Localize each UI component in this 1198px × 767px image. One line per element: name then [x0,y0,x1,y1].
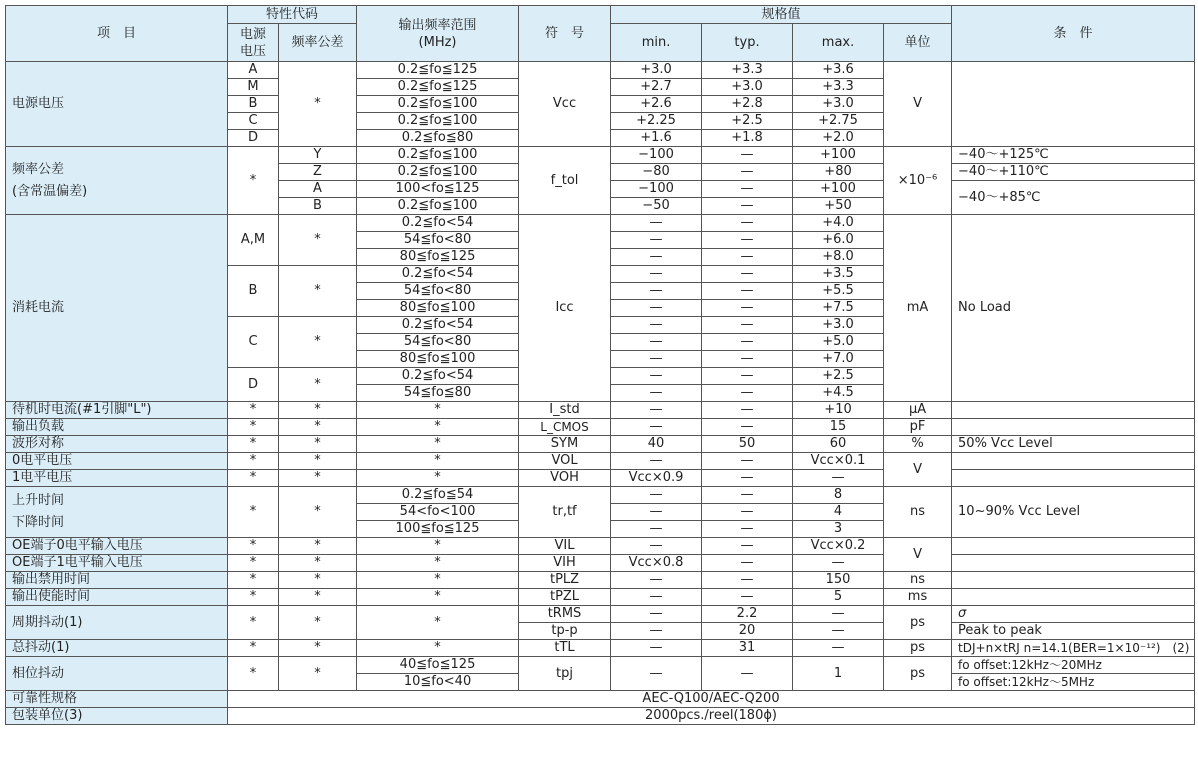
cell: * [357,538,519,555]
cell: tTL [519,640,611,657]
cell: 0.2≦fo<54 [357,215,519,232]
cell: +100 [793,147,884,164]
cell: +2.5 [793,368,884,385]
cell: −40～+125℃ [952,147,1195,164]
cell: +2.75 [793,113,884,130]
row-label-sym: 波形对称 [6,436,228,453]
cell: Peak to peak [952,623,1195,640]
cell: ps [884,657,952,691]
cell: — [702,215,793,232]
cell: +10 [793,402,884,419]
cell: — [611,266,702,283]
cell: — [611,402,702,419]
cell: 54<fo<100 [357,504,519,521]
row-label-vol: 0电平电压 [6,453,228,470]
cell: 0.2≦fo<54 [357,368,519,385]
label-line: 频率公差 [12,161,65,177]
cell: — [611,572,702,589]
cell: tDJ+n×tRJ n=14.1(BER=1×10⁻¹²) (2) [952,640,1195,657]
cell: 5 [793,589,884,606]
cell: Vcc×0.9 [611,470,702,487]
cell: μA [884,402,952,419]
cell: * [228,657,279,691]
cell: VIH [519,555,611,572]
cell: fo offset:12kHz～5MHz [952,674,1195,691]
cell: tPZL [519,589,611,606]
cell: — [611,283,702,300]
cell: tPLZ [519,572,611,589]
cell: 2.2 [702,606,793,623]
cell: — [611,487,702,504]
cell: — [702,572,793,589]
cell: 54≦fo<80 [357,232,519,249]
cell: — [702,351,793,368]
cell [952,62,1195,147]
row-label-reliability: 可靠性规格 [6,691,228,708]
row-label-packing: 包装单位(3) [6,708,228,725]
cell: — [702,453,793,470]
cell: 54≦fo<80 [357,334,519,351]
cell: 0.2≦fo≦80 [357,130,519,147]
cell: — [702,266,793,283]
cell: tpj [519,657,611,691]
cell: 0.2≦fo≦100 [357,147,519,164]
row-label-vil: OE端子0电平输入电压 [6,538,228,555]
cell: +100 [793,181,884,198]
cell: 80≦fo≦100 [357,351,519,368]
cell: — [702,249,793,266]
cell: 0.2≦fo≦100 [357,164,519,181]
cell: * [279,538,357,555]
cell: * [357,640,519,657]
cell: 4 [793,504,884,521]
cell: * [228,555,279,572]
cell: % [884,436,952,453]
cell: — [611,249,702,266]
header-freq-range: 输出频率范围 (MHz) [357,6,519,62]
cell: — [611,385,702,402]
cell: * [228,402,279,419]
cell: * [279,657,357,691]
cell: f_tol [519,147,611,215]
cell: 10~90% Vcc Level [952,487,1195,538]
cell: * [279,640,357,657]
cell: 0.2≦fo<54 [357,317,519,334]
cell: +3.5 [793,266,884,283]
cell: B [228,266,279,317]
cell: +5.0 [793,334,884,351]
cell: V [884,538,952,572]
cell: 100<fo≦125 [357,181,519,198]
cell: — [611,640,702,657]
cell: +2.0 [793,130,884,147]
cell [952,453,1195,470]
cell: * [279,419,357,436]
row-label-jitter: 周期抖动(1) [6,606,228,640]
cell: — [611,419,702,436]
cell: — [702,470,793,487]
header-cond: 条 件 [952,6,1195,62]
cell: * [228,538,279,555]
cell: * [228,606,279,640]
cell: +3.6 [793,62,884,79]
cell: +3.0 [793,317,884,334]
cell: — [611,521,702,538]
cell: −50 [611,198,702,215]
cell: 54≦fo<80 [357,283,519,300]
cell: σ [952,606,1195,623]
cell: * [357,402,519,419]
cell: * [228,640,279,657]
cell: 54≦fo≦80 [357,385,519,402]
cell: Vcc×0.1 [793,453,884,470]
cell: B [279,198,357,215]
cell: AEC-Q100/AEC-Q200 [228,691,1195,708]
cell: * [279,487,357,538]
cell: +3.0 [611,62,702,79]
cell: ps [884,640,952,657]
row-label-voh: 1电平电压 [6,470,228,487]
cell: −40～+110℃ [952,164,1195,181]
cell: — [702,232,793,249]
cell: — [611,351,702,368]
cell: 20 [702,623,793,640]
cell: * [357,453,519,470]
header-typ: typ. [702,24,793,62]
cell: +7.0 [793,351,884,368]
cell: 31 [702,640,793,657]
cell: * [279,589,357,606]
cell: — [793,606,884,623]
cell: 40≦fo≦125 [357,657,519,674]
row-label-tpj: 相位抖动 [6,657,228,691]
cell: — [702,317,793,334]
cell: — [793,640,884,657]
cell: Vcc [519,62,611,147]
header-voltage: 电源 电压 [228,24,279,62]
cell: +2.6 [611,96,702,113]
cell: — [702,368,793,385]
row-label-icc: 消耗电流 [6,215,228,402]
cell: C [228,113,279,130]
header-max: max. [793,24,884,62]
cell [952,589,1195,606]
cell: * [357,572,519,589]
cell: 80≦fo≦125 [357,249,519,266]
header-min: min. [611,24,702,62]
cell: A [228,62,279,79]
cell: ns [884,572,952,589]
cell: * [279,402,357,419]
cell: 3 [793,521,884,538]
cell: −80 [611,164,702,181]
row-label-tplz: 输出禁用时间 [6,572,228,589]
cell: fo offset:12kHz～20MHz [952,657,1195,674]
cell: A [279,181,357,198]
cell: — [702,555,793,572]
cell: * [279,368,357,402]
cell: * [357,555,519,572]
cell: B [228,96,279,113]
cell: pF [884,419,952,436]
label-line: 下降时间 [12,515,65,530]
row-label-ttl: 总抖动(1) [6,640,228,657]
cell: 80≦fo≦100 [357,300,519,317]
cell: ns [884,487,952,538]
cell: — [702,487,793,504]
cell: 0.2≦fo≦100 [357,113,519,130]
cell [952,572,1195,589]
cell: D [228,368,279,402]
cell: VOH [519,470,611,487]
cell: — [611,368,702,385]
cell: * [357,589,519,606]
cell: 10≦fo<40 [357,674,519,691]
cell: — [611,504,702,521]
cell: D [228,130,279,147]
row-label-vih: OE端子1电平输入电压 [6,555,228,572]
cell: — [793,623,884,640]
cell: tr,tf [519,487,611,538]
cell: 0.2≦fo≦125 [357,79,519,96]
cell: — [702,402,793,419]
cell: V [884,453,952,487]
cell: * [279,317,357,368]
cell: 0.2≦fo<54 [357,266,519,283]
cell: * [279,606,357,640]
cell: 40 [611,436,702,453]
cell: — [702,181,793,198]
cell: ×10⁻⁶ [884,147,952,215]
cell: +3.0 [702,79,793,96]
cell: +4.5 [793,385,884,402]
cell: +3.0 [793,96,884,113]
cell: — [611,215,702,232]
header-freq-tol: 频率公差 [279,24,357,62]
cell: +8.0 [793,249,884,266]
cell: — [702,198,793,215]
cell: 50 [702,436,793,453]
cell: A,M [228,215,279,266]
cell: — [702,147,793,164]
cell: — [611,232,702,249]
cell: — [611,453,702,470]
cell: 8 [793,487,884,504]
cell: — [702,538,793,555]
cell: Vcc×0.8 [611,555,702,572]
cell: — [702,385,793,402]
label-line: 上升时间 [12,493,65,508]
header-item: 项 目 [6,6,228,62]
cell: No Load [952,215,1195,402]
cell: 2000pcs./reel(180ϕ) [228,708,1195,725]
cell: * [228,453,279,470]
cell: VOL [519,453,611,470]
cell: 50% Vcc Level [952,436,1195,453]
cell: * [228,436,279,453]
cell: mA [884,215,952,402]
cell [952,419,1195,436]
header-spec: 规格值 [611,6,952,24]
cell: — [611,606,702,623]
cell: * [228,470,279,487]
cell: — [702,657,793,691]
cell: 0.2≦fo≦100 [357,96,519,113]
label-line: (含常温偏差) [12,183,88,199]
cell: −100 [611,181,702,198]
row-label-load: 输出负载 [6,419,228,436]
cell: — [702,334,793,351]
cell: 0.2≦fo≦100 [357,198,519,215]
cell: Y [279,147,357,164]
cell: 150 [793,572,884,589]
cell: — [611,317,702,334]
cell: +2.7 [611,79,702,96]
cell: +6.0 [793,232,884,249]
cell: * [228,572,279,589]
cell: +5.5 [793,283,884,300]
cell: C [228,317,279,368]
cell: +1.8 [702,130,793,147]
cell: 0.2≦fo≦125 [357,62,519,79]
cell: * [228,487,279,538]
cell: * [357,606,519,640]
cell [952,555,1195,572]
cell: +2.5 [702,113,793,130]
cell: — [611,300,702,317]
cell: * [279,266,357,317]
cell: 15 [793,419,884,436]
cell: −100 [611,147,702,164]
cell: VIL [519,538,611,555]
row-label-std: 待机时电流(#1引脚"L") [6,402,228,419]
cell: +3.3 [793,79,884,96]
cell [952,470,1195,487]
cell: ps [884,606,952,640]
cell: +2.8 [702,96,793,113]
cell: V [884,62,952,147]
cell: * [279,436,357,453]
cell: — [611,334,702,351]
cell: — [702,589,793,606]
cell: — [611,538,702,555]
spec-table [5,5,1195,725]
cell: 60 [793,436,884,453]
cell: * [279,62,357,147]
cell: — [611,657,702,691]
cell: * [279,453,357,470]
cell: M [228,79,279,96]
cell: * [228,589,279,606]
cell: — [702,504,793,521]
cell: 1 [793,657,884,691]
cell: * [279,555,357,572]
cell: * [357,436,519,453]
cell: +1.6 [611,130,702,147]
cell: * [357,470,519,487]
cell: +3.3 [702,62,793,79]
cell: ms [884,589,952,606]
cell: +80 [793,164,884,181]
cell: — [702,419,793,436]
cell: — [702,283,793,300]
header-char-code: 特性代码 [228,6,357,24]
cell: * [228,147,279,215]
cell: — [611,589,702,606]
cell: * [228,419,279,436]
cell: * [357,419,519,436]
cell: — [702,521,793,538]
cell: +7.5 [793,300,884,317]
cell: — [702,300,793,317]
cell: 100≦fo≦125 [357,521,519,538]
cell: — [611,623,702,640]
row-label-tpzl: 输出使能时间 [6,589,228,606]
cell: * [279,470,357,487]
cell: — [793,470,884,487]
cell: tp-p [519,623,611,640]
cell [952,402,1195,419]
cell: — [702,164,793,181]
cell: tRMS [519,606,611,623]
cell: −40～+85℃ [952,181,1195,215]
cell: +4.0 [793,215,884,232]
header-symbol: 符 号 [519,6,611,62]
cell: +50 [793,198,884,215]
cell: Vcc×0.2 [793,538,884,555]
cell: L_CMOS [519,419,611,436]
cell: * [279,215,357,266]
cell: I_std [519,402,611,419]
cell: * [279,572,357,589]
cell: Z [279,164,357,181]
row-label-trtf [6,487,228,538]
cell [952,538,1195,555]
cell: 0.2≦fo≦54 [357,487,519,504]
cell: Icc [519,215,611,402]
cell: — [793,555,884,572]
cell: SYM [519,436,611,453]
header-unit: 单位 [884,24,952,62]
row-label-freqtol [6,147,228,215]
row-label-supply: 电源电压 [6,62,228,147]
cell: +2.25 [611,113,702,130]
